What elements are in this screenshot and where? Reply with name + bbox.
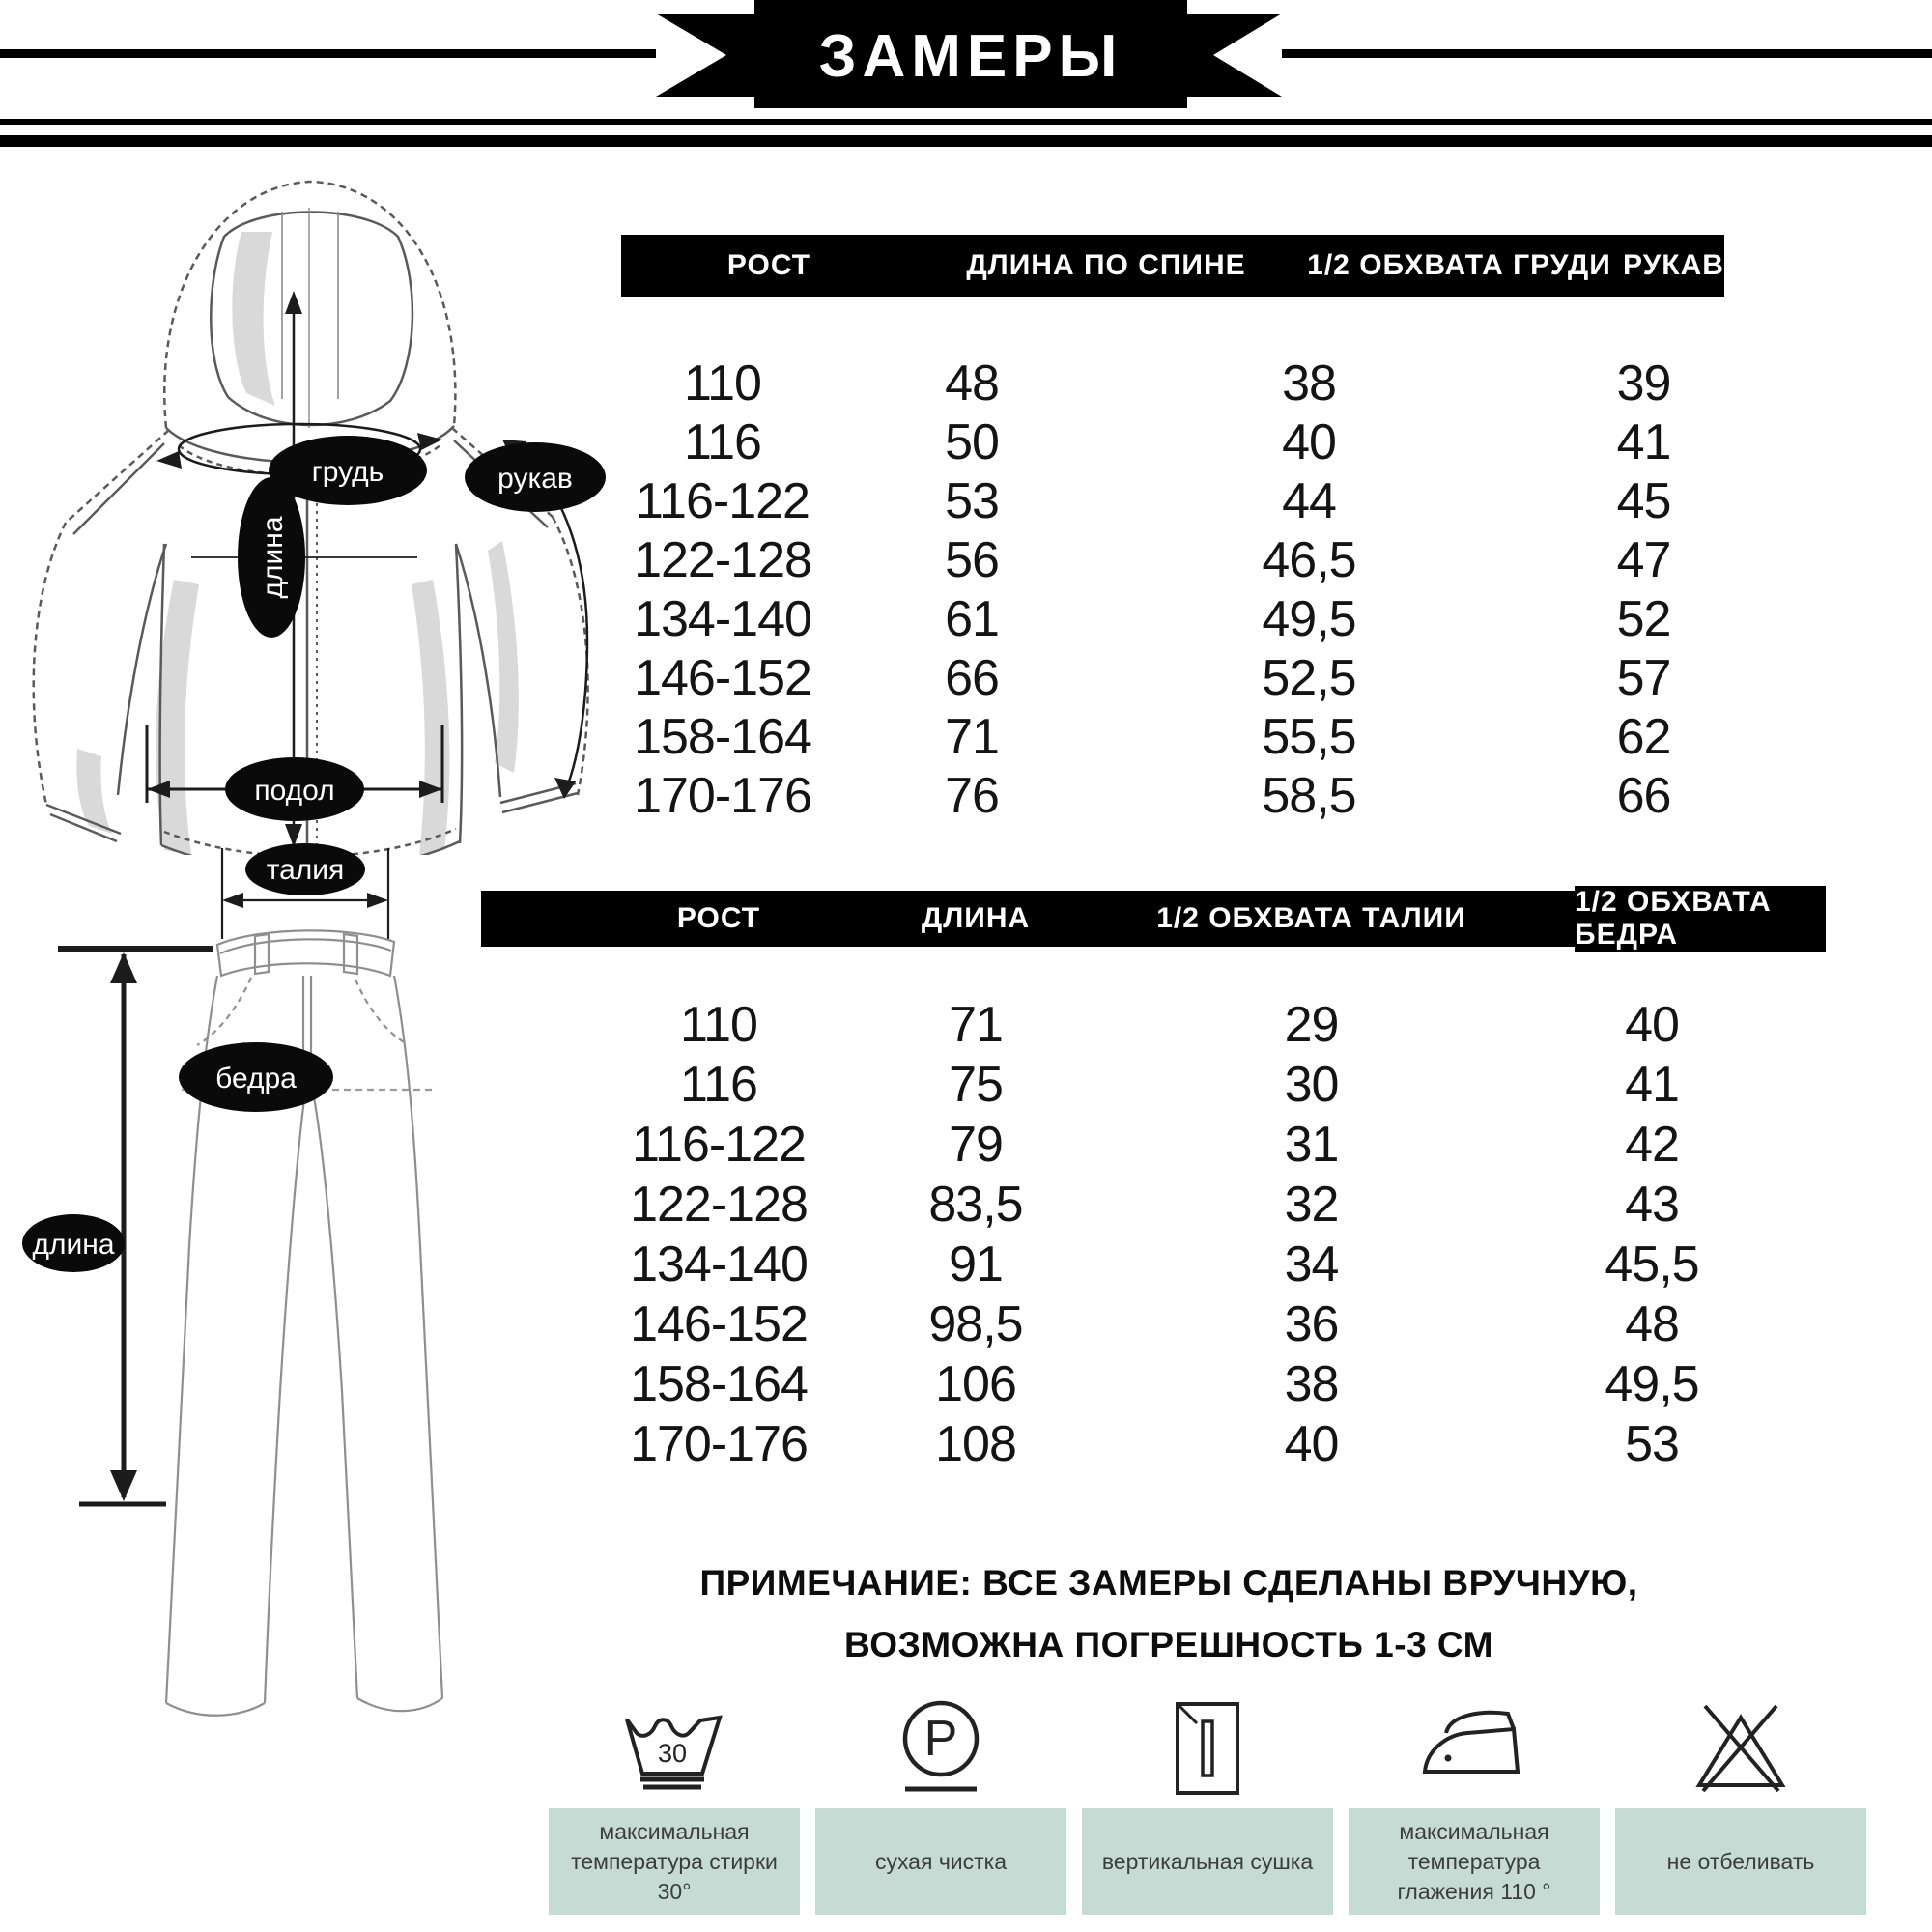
svg-text:рукав: рукав [497, 463, 573, 495]
jacket-sleeve-cell: 52 [1616, 590, 1671, 647]
pants-height-cell: 122-128 [630, 1177, 808, 1233]
iron-110-icon [1411, 1690, 1537, 1806]
pants-height-cell: 116-122 [632, 1117, 806, 1173]
pants-half-waist-cell: 31 [1284, 1117, 1339, 1173]
jacket-sleeve-cell: 47 [1616, 531, 1671, 588]
vertical-dry-icon [1145, 1690, 1270, 1806]
jacket-back-length-cell: 76 [945, 767, 999, 824]
pants-length-cell: 79 [949, 1117, 1003, 1173]
no-bleach-icon [1678, 1690, 1804, 1806]
banner-left-line [0, 49, 656, 58]
pants-outline [166, 930, 442, 1715]
pants-half-hip-cell: 41 [1625, 1057, 1679, 1113]
jacket-height-cell: 170-176 [634, 767, 811, 824]
pants-half-hip-cell: 49,5 [1605, 1356, 1699, 1412]
care-label-vertical-dry: вертикальная сушка [1082, 1808, 1333, 1915]
svg-text:30: 30 [657, 1739, 688, 1768]
pants-table-header [481, 886, 1826, 952]
pants-table-body [481, 995, 1826, 1474]
jacket-half-chest-cell: 38 [1282, 355, 1336, 412]
jacket-half-chest-cell: 40 [1282, 413, 1336, 470]
jacket-half-chest-cell: 44 [1282, 472, 1336, 529]
wash-basin-30-icon [611, 1690, 737, 1806]
jacket-diagram [19, 140, 609, 855]
jacket-back-length-cell: 50 [945, 413, 999, 470]
note-line-1: ПРИМЕЧАНИЕ: ВСЕ ЗАМЕРЫ СДЕЛАНЫ ВРУЧНУЮ, [699, 1563, 1638, 1603]
jacket-height-cell: 116 [684, 413, 761, 470]
pants-height-cell: 146-152 [630, 1296, 808, 1352]
pants-height-cell: 116 [680, 1057, 757, 1113]
pants-length-cell: 98,5 [928, 1296, 1023, 1352]
jacket-measurements [147, 291, 587, 847]
jacket-back-length-cell: 61 [945, 590, 999, 647]
pants-half-hip-cell: 53 [1625, 1416, 1679, 1472]
pants-half-waist-cell: 32 [1284, 1177, 1339, 1233]
pants-length-cell: 83,5 [928, 1177, 1023, 1233]
ribbon-left-tail [656, 14, 754, 97]
pants-length-cell: 108 [935, 1416, 1016, 1472]
jacket-table-header [621, 235, 1724, 297]
pants-waist-label [245, 843, 365, 895]
pants-table-header-cell: РОСТ [481, 891, 903, 947]
jacket-height-cell: 158-164 [634, 708, 811, 765]
banner-right-line [1282, 49, 1932, 58]
jacket-table-header-cell: РОСТ [621, 235, 917, 297]
pants-hips-label [179, 1042, 333, 1112]
pants-height-cell: 170-176 [630, 1416, 808, 1472]
care-label-wash: максимальная температура стирки 30° [549, 1808, 800, 1915]
svg-text:подол: подол [254, 775, 335, 807]
care-label-dry-clean: сухая чистка [815, 1808, 1066, 1915]
dry-clean-p-icon [878, 1690, 1004, 1806]
pants-length-cell: 91 [949, 1236, 1003, 1293]
jacket-table-header-cell: РУКАВ [1623, 235, 1724, 297]
pants-half-waist-cell: 40 [1284, 1416, 1339, 1472]
pants-table-header-cell: 1/2 ОБХВАТА БЕДРА [1575, 886, 1826, 952]
jacket-height-cell: 110 [684, 355, 761, 412]
pants-length-label [22, 1214, 125, 1272]
jacket-sleeve-label [465, 442, 606, 512]
svg-text:талия: талия [266, 854, 345, 886]
jacket-sleeve-cell: 62 [1616, 708, 1671, 765]
pants-length-cell: 106 [935, 1356, 1016, 1412]
pants-height-cell: 110 [680, 997, 757, 1053]
pants-height-cell: 134-140 [630, 1236, 808, 1293]
svg-text:длина: длина [32, 1229, 115, 1261]
pants-half-waist-cell: 30 [1284, 1057, 1339, 1113]
care-label-iron: максимальная температура глажения 110 ° [1349, 1808, 1600, 1915]
jacket-half-chest-cell: 52,5 [1262, 649, 1356, 706]
pants-half-waist-cell: 38 [1284, 1356, 1339, 1412]
jacket-back-length-cell: 56 [945, 531, 999, 588]
jacket-half-chest-cell: 58,5 [1262, 767, 1356, 824]
pants-half-waist-cell: 29 [1284, 997, 1339, 1053]
svg-text:P: P [923, 1711, 958, 1767]
jacket-table-header-cell: ДЛИНА ПО СПИНЕ [917, 235, 1295, 297]
jacket-hem-label [225, 757, 364, 821]
jacket-half-chest-cell: 49,5 [1262, 590, 1356, 647]
divider-thin-line [0, 119, 1932, 125]
pants-half-hip-cell: 43 [1625, 1177, 1679, 1233]
jacket-height-cell: 146-152 [634, 649, 811, 706]
pants-half-hip-cell: 42 [1625, 1117, 1679, 1173]
pants-table-header-cell: 1/2 ОБХВАТА ТАЛИИ [1048, 891, 1575, 947]
jacket-back-length-cell: 48 [945, 355, 999, 412]
ribbon-right-tail [1187, 14, 1282, 97]
pants-half-hip-cell: 45,5 [1605, 1236, 1699, 1293]
pants-half-hip-cell: 48 [1625, 1296, 1679, 1352]
jacket-back-length-cell: 71 [945, 708, 999, 765]
pants-half-waist-cell: 34 [1284, 1236, 1339, 1293]
pants-half-hip-cell: 40 [1625, 997, 1679, 1053]
pants-half-waist-cell: 36 [1284, 1296, 1339, 1352]
note-line-2: ВОЗМОЖНА ПОГРЕШНОСТЬ 1-3 СМ [843, 1625, 1493, 1664]
jacket-height-cell: 116-122 [636, 472, 810, 529]
jacket-half-chest-cell: 55,5 [1262, 708, 1356, 765]
svg-text:длина: длина [257, 516, 289, 599]
jacket-sleeve-cell: 45 [1616, 472, 1671, 529]
jacket-table-body [621, 354, 1826, 825]
jacket-table-header-cell: 1/2 ОБХВАТА ГРУДИ [1295, 235, 1623, 297]
svg-text:бедра: бедра [215, 1063, 297, 1094]
jacket-height-cell: 122-128 [634, 531, 811, 588]
jacket-back-length-cell: 66 [945, 649, 999, 706]
page-title: ЗАМЕРЫ [818, 23, 1123, 90]
jacket-half-chest-cell: 46,5 [1262, 531, 1356, 588]
jacket-sleeve-cell: 66 [1616, 767, 1671, 824]
jacket-height-cell: 134-140 [634, 590, 811, 647]
jacket-sleeve-cell: 41 [1616, 413, 1671, 470]
svg-text:грудь: грудь [311, 456, 384, 488]
pants-table-header-cell: ДЛИНА [903, 891, 1048, 947]
jacket-sleeve-cell: 39 [1616, 355, 1671, 412]
jacket-length-label [238, 477, 305, 638]
pants-length-cell: 75 [949, 1057, 1003, 1113]
jacket-sleeve-cell: 57 [1616, 649, 1671, 706]
jacket-back-length-cell: 53 [945, 472, 999, 529]
pants-length-cell: 71 [949, 997, 1003, 1053]
care-label-no-bleach: не отбеливать [1615, 1808, 1866, 1915]
pants-height-cell: 158-164 [630, 1356, 808, 1412]
